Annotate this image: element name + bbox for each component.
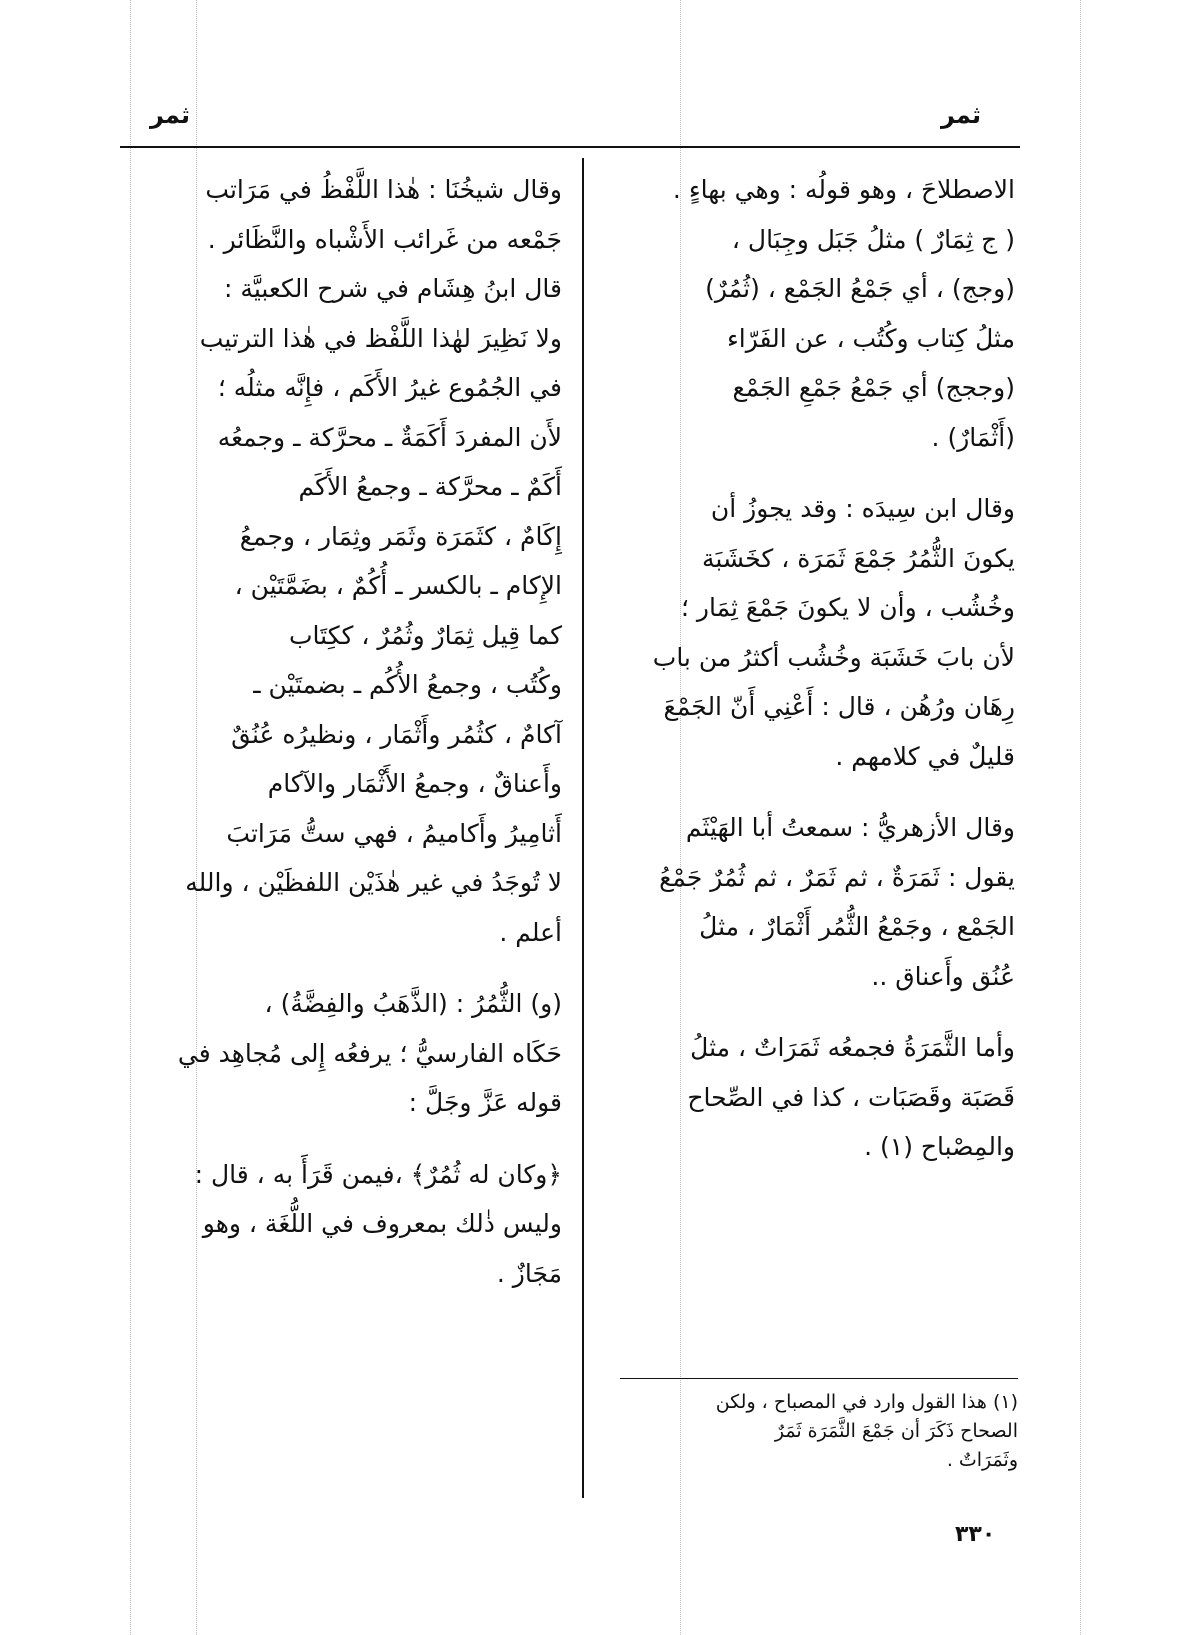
running-head-right: ثمر [940, 101, 981, 129]
paragraph-gap [120, 957, 562, 979]
right-column [597, 165, 1015, 1172]
text-line: كما قِيل ثِمَارٌ وثُمُرٌ ، ككِتَاب [289, 620, 562, 650]
text-line: حَكَاه الفارسيُّ ؛ يرفعُه إِلى مُجاهِد في [177, 1038, 562, 1068]
paragraph-gap [120, 1128, 562, 1150]
footnote-line: (١) هذا القول وارد في المصباح ، ولكن [715, 1391, 1018, 1413]
text-line: الاصطلاحَ ، وهو قولُه : وهي بهاءٍ . [672, 175, 1015, 204]
paragraph-gap [597, 781, 1015, 803]
text-line: يقول : ثَمَرَةٌ ، ثم ثَمَرٌ ، ثم ثُمُرٌ جَمْعُ [659, 862, 1015, 892]
text-line: إِكَامٌ ، كثَمَرَة وثَمَر وثِمَار ، وجمعُ [239, 521, 562, 551]
text-line: آكامٌ ، كثُمُر وأَثْمَار ، ونظيرُه عُنُقٌ [231, 719, 562, 749]
text-line: وقال ابن سِيدَه : وقد يجوزُ أن [710, 494, 1015, 523]
paragraph-gap [597, 462, 1015, 484]
text-line: جَمْعه من غَرائب الأَشْباه والنَّظَائر . [207, 224, 562, 254]
footnote-rule [620, 1378, 1018, 1379]
text-line: وليس ذٰلك بمعروف في اللُّغَة ، وهو [202, 1209, 562, 1238]
text-line: مثلُ كِتاب وكُتُب ، عن الفَرّاء [727, 323, 1015, 353]
text-line: قَصَبَة وقَصَبَات ، كذا في الصِّحاح [687, 1082, 1015, 1112]
text-line: في الجُمُوع غيرُ الأَكَم ، فإِنَّه مثلُه ؛ [217, 373, 562, 402]
text-line: (أَثْمَارٌ) . [931, 422, 1015, 452]
text-line: قال ابنُ هِشَام في شرح الكعبيَّة : [224, 274, 562, 303]
text-line: لأن بابَ خَشَبَة وخُشُب أكثرُ من باب [652, 642, 1015, 672]
text-line: أَكَمٌ ـ محرَّكة ـ وجمعُ الأَكَم [298, 472, 562, 501]
text-line: قوله عَزَّ وجَلَّ : [408, 1088, 562, 1117]
text-line: وكُتُب ، وجمعُ الأُكُم ـ بضمتَيْن ـ [253, 670, 562, 699]
text-line: أَثامِيرُ وأَكاميمُ ، فهي ستُّ مَرَاتبَ [226, 818, 562, 848]
text-line: لأَن المفردَ أَكَمَةٌ ـ محرَّكة ـ وجمعُه [217, 422, 562, 452]
text-line: (و) الثُّمُرُ : (الذَّهَبُ والفِضَّةُ) ، [264, 989, 562, 1018]
paragraph-gap [597, 1001, 1015, 1023]
text-line: الجَمْع ، وجَمْعُ الثُّمُر أَثْمَارٌ ، مثلُ [699, 912, 1015, 941]
text-line: ﴿وكان له ثُمُرٌ﴾ ،فيمن قَرَأَ به ، قال : [194, 1159, 562, 1189]
text-line: وقال الأزهريُّ : سمعتُ أبا الهَيْثَم [685, 813, 1015, 842]
text-line: وأَعناقٌ ، وجمعُ الأَثْمَار والآكام [267, 769, 562, 798]
text-line: وخُشُب ، وأن لا يكونَ جَمْعَ ثِمَار ؛ [680, 593, 1015, 622]
text-line: وقال شيخُنَا : هٰذا اللَّفْظُ في مَرَاتب [205, 175, 562, 204]
text-line: مَجَازٌ . [496, 1258, 562, 1288]
header-rule [120, 146, 1020, 148]
text-line: والمِصْباح (١) . [864, 1132, 1015, 1161]
text-line: رِهَان ورُهُن ، قال : أَعْنِي أَنّ الجَمْعَ [663, 692, 1015, 721]
text-line: ( ج ثِمَارٌ ) مثلُ جَبَل وجِبَال ، [731, 224, 1015, 254]
text-line: الإِكام ـ بالكسر ـ أُكُمٌ ، بضَمَّتَيْن ، [234, 571, 562, 600]
text-line: وأما الثَّمَرَةُ فجمعُه ثَمَرَاتٌ ، مثلُ [690, 1033, 1015, 1062]
text-line: أعلم . [499, 917, 562, 947]
scan-dotted-line [1080, 0, 1081, 1635]
text-line: (وجج) ، أي جَمْعُ الجَمْع ، (ثُمُرٌ) [705, 274, 1015, 303]
footnote [620, 1388, 1018, 1475]
text-line: يكونَ الثُّمُرُ جَمْعَ ثَمَرَة ، كخَشَبَة [701, 543, 1015, 573]
column-divider [582, 158, 584, 1498]
footnote-line: وثَمَرَاتٌ . [946, 1449, 1018, 1471]
text-line: قليلٌ في كلامهم . [835, 741, 1015, 771]
text-line: عُنُق وأَعناق .. [871, 961, 1015, 991]
text-line: (وججج) أي جَمْعُ جَمْعِ الجَمْع [732, 373, 1015, 402]
footnote-line: الصحاح ذَكَرَ أن جَمْعَ الثَّمَرَة ثَمَرٌ [774, 1420, 1018, 1442]
running-head-left: ثمر [150, 101, 191, 129]
text-line: لا تُوجَدُ في غير هٰذَيْن اللفظَيْن ، والله [185, 868, 562, 897]
left-column [120, 165, 562, 1298]
text-line: ولا نَظِيرَ لهٰذا اللَّفْظ في هٰذا الترتيب [199, 323, 562, 353]
page-number: ٣٣٠ [955, 1522, 996, 1547]
